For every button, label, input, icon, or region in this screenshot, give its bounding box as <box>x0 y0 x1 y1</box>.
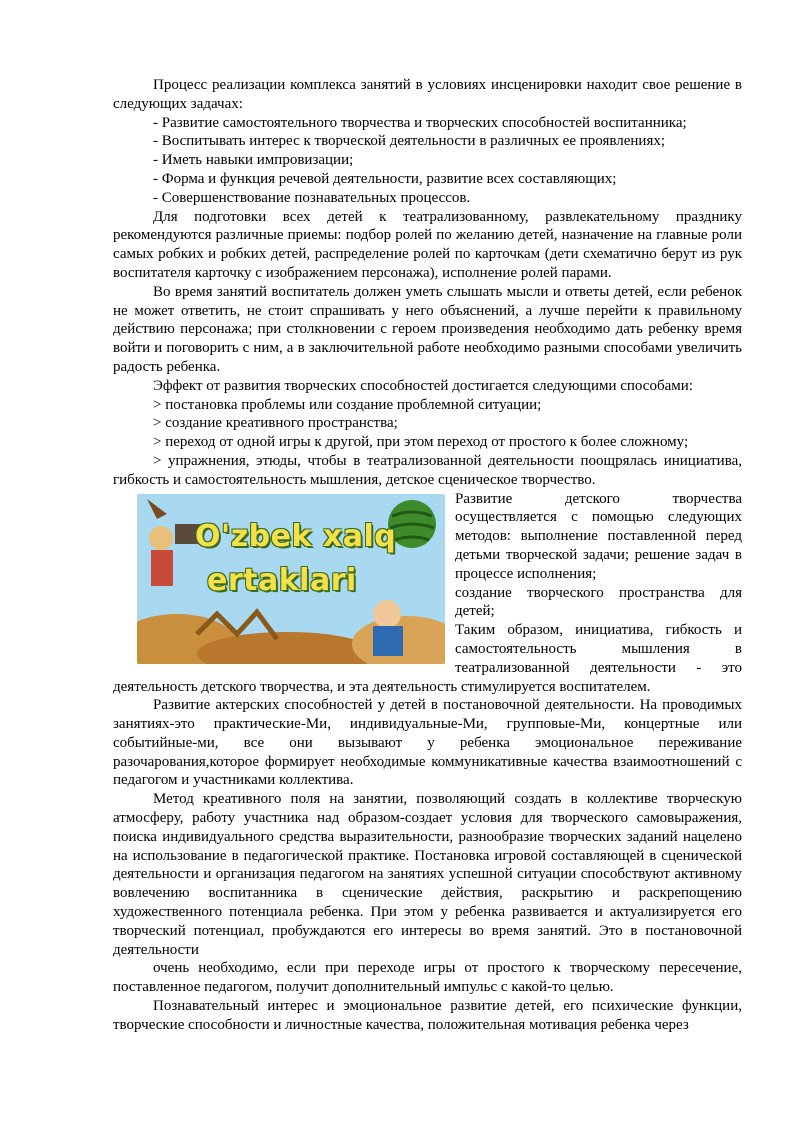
paragraph-preparation: Для подготовки всех детей к театрализованному, развлекательному празднику рекомендуются различные приемы: подбор ролей по желанию детей, назначение на главные роли самых робких и робких детей, распределение ролей по карточкам (дети схематично берут из рук воспитателя карточку с изображением персонажа), исполнение ролей парами. <box>113 208 742 281</box>
list-item: - Развитие самостоятельного творчества и творческих способностей воспитанника; <box>153 114 687 131</box>
list-item: > упражнения, этюды, чтобы в театрализованной деятельности поощрялась инициатива, гибкость и самостоятельность мышления, детское сценическое творчество. <box>113 452 742 488</box>
paragraph-acting: Развитие актерских способностей у детей в постановочной деятельности. На проводимых занятиях-это практические-Ми, индивидуальные-Ми, групповые-Ми, концертные или событийные-ми, все они вызывают у ребенка эмоциональное переживание разочарования,которое формирует необходимые коммуникативные качества взаимоотношений с педагогом и участниками коллектива. <box>113 697 742 789</box>
paragraph-creative-field: Метод креативного поля на занятии, позволяющий создать в коллективе творческую атмосферу, работу участника над образом-создает условия для творческого самовыражения, поиска индивидуального средства выразительности, разнообразие творческих заданий нацелено на использование в педагогической практике. Постановка игровой составляющей в сценической деятельности и организация педагогом на занятиях успешной ситуации способствуют активному вовлечению воспитанника в сценические действия, раскрытию и раскрепощению художественного потенциала ребенка. При этом у ребенка развивается и актуализируется его творческий потенциал, пробуждаются его интересы во время занятий. Это в постановочной деятельности <box>113 791 742 958</box>
paragraph-intro: Процесс реализации комплекса занятий в условиях инсценировки находит свое решение в следующих задачах: <box>113 77 742 112</box>
list-item: - Иметь навыки импровизации; <box>153 152 354 169</box>
document-page <box>113 76 742 1035</box>
paragraph-cognitive: Познавательный интерес и эмоциональное развитие детей, его психические функции, творческие способности и личностные качества, положительная мотивация ребенка через <box>113 998 742 1033</box>
paragraph-methods: Развитие детского творчества осуществляется с помощью следующих методов: выполнение поставленной перед детьми творческой задачи; решение задач в процессе исполнения; <box>455 490 742 582</box>
paragraph-space: создание творческого пространства для детей; <box>455 584 742 620</box>
list-item: - Форма и функция речевой деятельности, развитие всех составляющих; <box>153 170 617 187</box>
fairy-tales-illustration <box>137 494 445 664</box>
list-item: - Воспитывать интерес к творческой деятельности в различных ее проявлениях; <box>153 133 666 150</box>
paragraph-effect: Эффект от развития творческих способностей достигается следующими способами: <box>153 377 693 394</box>
paragraph-teacher: Во время занятий воспитатель должен уметь слышать мысли и ответы детей, если ребенок не может ответить, не стоит спрашивать у него объяснений, а лучше перейти к правильному действию персонажа; при столкновении с героем произведения необходимо дать ребенку время войти и поговорить с ним, а в заключительной работе необходимо разными способами увеличить радость ребенка. <box>113 283 742 375</box>
illustration-title-line1: O'zbek xalq <box>195 518 397 554</box>
paragraph-conclusion: Таким образом, инициатива, гибкость и самостоятельность мышления в театрализованной деятельности - это деятельность детского творчества, и эта деятельность стимулируется воспитателем. <box>113 622 742 695</box>
illustration-title-line2: ertaklari <box>207 562 357 598</box>
list-item: - Совершенствование познавательных процессов. <box>153 189 471 206</box>
paragraph-transition: очень необходимо, если при переходе игры от простого к творческому пересечение, поставленное педагогом, получит дополнительный импульс с какой-то целью. <box>113 960 742 996</box>
list-item: > создание креативного пространства; <box>153 415 398 432</box>
list-item: > переход от одной игры к другой, при этом переход от простого к более сложному; <box>153 434 689 451</box>
list-item: > постановка проблемы или создание проблемной ситуации; <box>153 396 542 413</box>
